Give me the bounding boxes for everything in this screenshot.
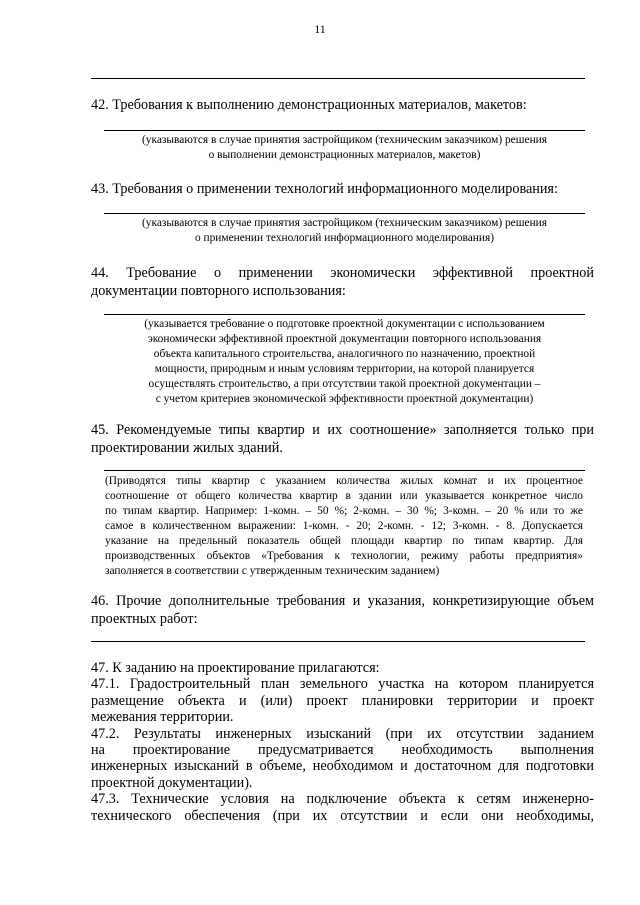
- heading-line: проектных работ:: [91, 611, 198, 627]
- section-45-heading: [91, 421, 594, 457]
- body-line: размещение объекта и (или) проект планировки территории и проект: [91, 692, 594, 709]
- section-42-fill-rule: [104, 130, 585, 131]
- section-43-fill-rule: [104, 213, 585, 214]
- section-45-fill-rule: [104, 470, 585, 471]
- section-43-heading: 43. Требования о применении технологий информационного моделирования:: [91, 181, 558, 197]
- body-line: инженерных изысканий в объеме, необходимом и достаточном для подготовки: [91, 758, 594, 775]
- heading-line: документации повторного использования:: [91, 283, 346, 299]
- note-line: экономически эффективной проектной документации повторного использования: [147, 333, 542, 345]
- note-line: по типам квартир. Например: 1-комн. – 50 %; 2-комн. – 30 %; 3-комн. – 20 % или то же: [105, 505, 583, 517]
- note-line: о выполнении демонстрационных материалов, макетов): [208, 149, 481, 161]
- section-42-note: [104, 133, 585, 163]
- note-line: с учетом критериев экономической эффективности проектной документации): [155, 393, 534, 405]
- body-line: 47.3. Технические условия на подключение объекта к сетям инженерно-: [91, 791, 594, 808]
- note-line: осуществлять строительство, а при отсутствии такой проектной документации –: [148, 378, 541, 390]
- heading-line: 44. Требование о применении экономически эффективной проектной: [91, 265, 594, 281]
- heading-line: 45. Рекомендуемые типы квартир и их соотношение» заполняется только при: [91, 422, 594, 438]
- note-line: (указываются в случае принятия застройщиком (техническим заказчиком) решения: [142, 217, 547, 229]
- section-43-note: [104, 216, 585, 246]
- section-42-heading: 42. Требования к выполнению демонстрационных материалов, макетов:: [91, 97, 527, 113]
- note-line: соотношение от общего количества квартир в здании или указывается конкретное число: [105, 490, 583, 502]
- section-44-note: [104, 317, 585, 407]
- section-44-heading: [91, 264, 594, 300]
- top-rule: [91, 78, 585, 79]
- note-line: указание на предельный показатель общей площади квартир по типам квартир. Для: [105, 535, 583, 547]
- section-47-body: [91, 660, 594, 824]
- heading-line: проектировании жилых зданий.: [91, 440, 283, 456]
- note-line: самое в количественном выражении: 1-комн. - 20; 2-комн. - 12; 3-комн. - 8. Допускается: [105, 520, 583, 532]
- heading-line: 46. Прочие дополнительные требования и указания, конкретизирующие объем: [91, 593, 594, 609]
- section-46-heading: [91, 592, 594, 628]
- note-line: о применении технологий информационного моделирования): [194, 232, 495, 244]
- section-45-note: [105, 474, 583, 579]
- body-line: проектной документации).: [91, 774, 253, 791]
- body-line: на проектирование предусматривается необходимость выполнения: [91, 742, 594, 759]
- page-number: 11: [314, 22, 326, 36]
- note-line: (указывается требование о подготовке проектной документации с использованием: [144, 318, 545, 330]
- note-line: (указываются в случае принятия застройщиком (техническим заказчиком) решения: [142, 134, 547, 146]
- note-line: заполняется в соответствии с утвержденным техническим заданием): [105, 565, 440, 577]
- body-line: межевания территории.: [91, 709, 234, 726]
- note-line: объекта капитального строительства, аналогичного по назначению, проектной: [153, 348, 536, 360]
- note-line: мощности, природным и иным условиям территории, на которой планируется: [154, 363, 535, 375]
- note-line: (Приводятся типы квартир с указанием количества жилых комнат и их процентное: [105, 475, 583, 487]
- section-46-fill-rule: [91, 641, 585, 642]
- body-line: 47.1. Градостроительный план земельного участка на котором планируется: [91, 676, 594, 693]
- note-line: производственных объектов «Требования к технологии, режиму работы предприятия»: [105, 550, 583, 562]
- body-line: 47. К заданию на проектирование прилагаются:: [91, 660, 380, 676]
- body-line: 47.2. Результаты инженерных изысканий (при их отсутствии заданием: [91, 725, 594, 742]
- section-44-fill-rule: [104, 314, 585, 315]
- body-line: технического обеспечения (при их отсутствии и если они необходимы,: [91, 807, 594, 824]
